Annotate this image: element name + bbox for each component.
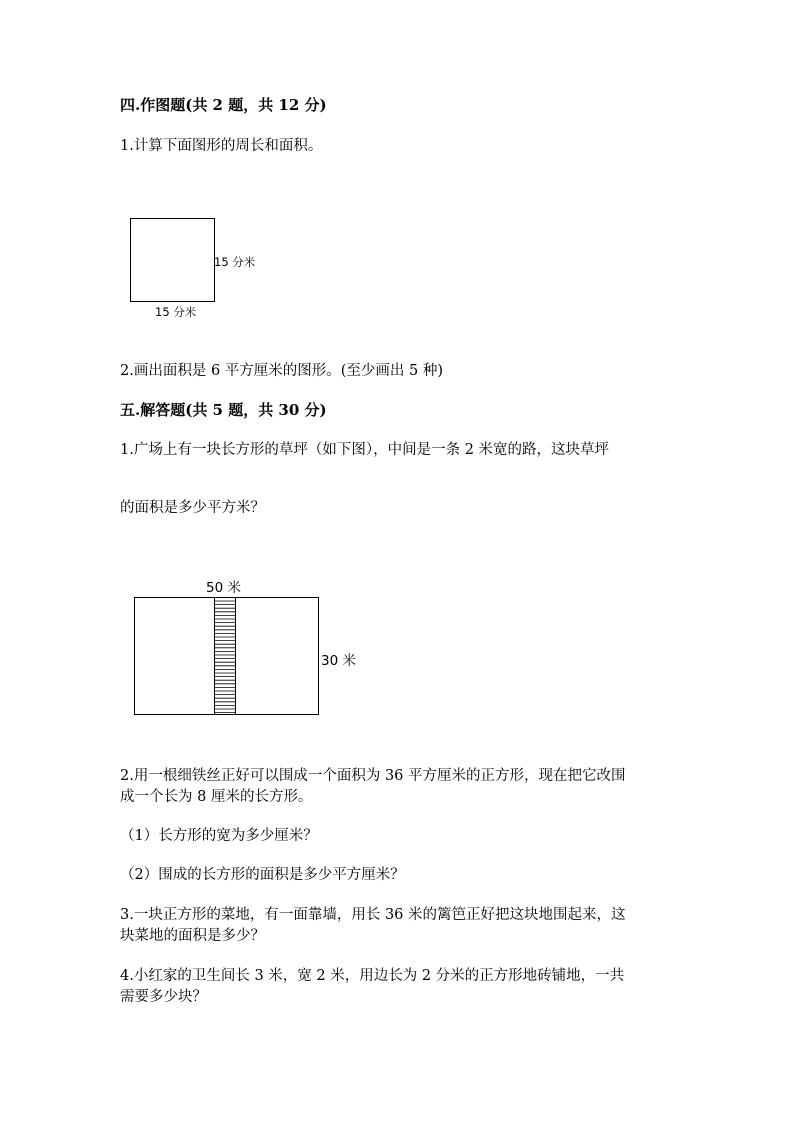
square-figure: [131, 219, 215, 302]
question-5-3-line1: 3.一块正方形的菜地，有一面靠墙，用长 36 米的篱笆正好把这块地围起来，这: [120, 907, 626, 923]
lawn-side-label: 30 米: [321, 653, 356, 669]
question-5-3-line2: 块菜地的面积是多少？: [120, 928, 265, 944]
question-4-2: 2.画出面积是 6 平方厘米的图形。(至少画出 5 种): [120, 363, 444, 379]
question-5-2-sub2: （2）围成的长方形的面积是多少平方厘米？: [120, 867, 405, 883]
section-4-heading: 四.作图题(共 2 题，共 12 分): [120, 96, 327, 114]
square-bottom-label: 15 分米: [155, 305, 197, 319]
question-5-4-line1: 4.小红家的卫生间长 3 米，宽 2 米，用边长为 2 分米的正方形地砖铺地，一共: [120, 968, 625, 984]
question-5-2-line2: 成一个长为 8 厘米的长方形。: [120, 789, 313, 805]
road-strip: [215, 598, 236, 715]
section-5-heading: 五.解答题(共 5 题，共 30 分): [120, 401, 327, 419]
question-5-2-line1: 2.用一根细铁丝正好可以围成一个面积为 36 平方厘米的正方形，现在把它改围: [120, 768, 626, 784]
question-5-4-line2: 需要多少块？: [120, 989, 207, 1005]
question-5-1-line1: 1.广场上有一块长方形的草坪（如下图），中间是一条 2 米宽的路，这块草坪: [120, 442, 610, 458]
question-5-1-line2: 的面积是多少平方米？: [120, 500, 265, 516]
question-5-2-sub1: （1）长方形的宽为多少厘米？: [120, 828, 318, 844]
lawn-top-label: 50 米: [206, 580, 241, 596]
square-side-label: 15 分米: [214, 255, 256, 269]
question-4-1: 1.计算下面图形的周长和面积。: [120, 138, 323, 154]
